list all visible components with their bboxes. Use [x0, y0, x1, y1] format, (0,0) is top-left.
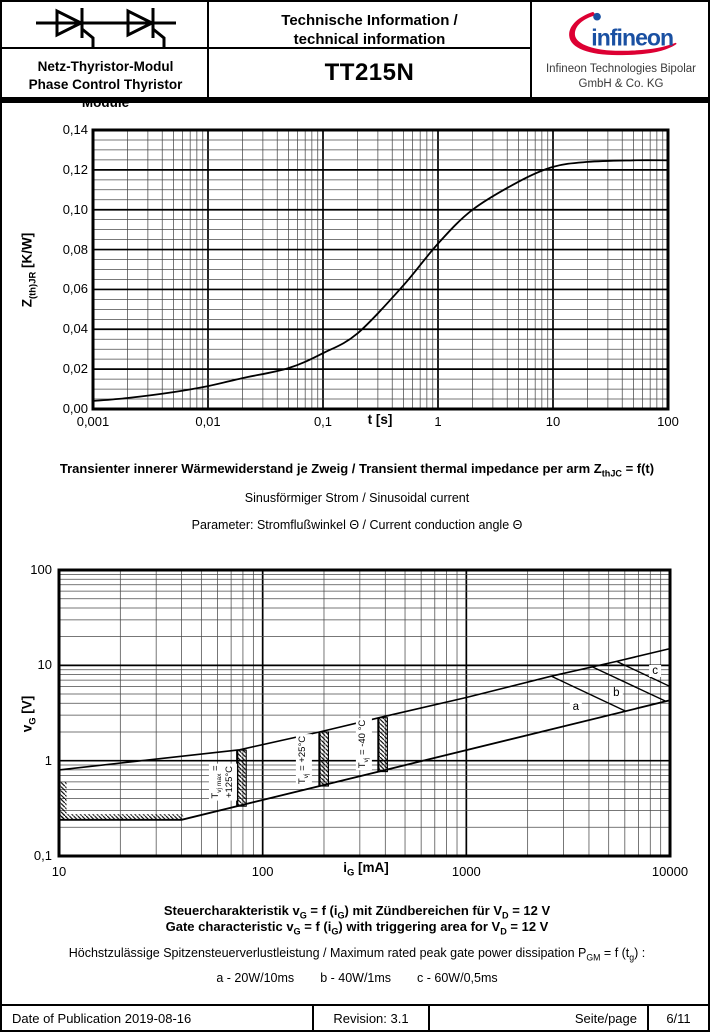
chart1-y-tick-label: 0,02 — [62, 361, 88, 377]
temperature-label: $T_{vj max}$ = +125°C — [210, 765, 236, 799]
legend-item: c - 60W/0,5ms — [417, 971, 498, 985]
chart1-y-tick-label: 0,10 — [62, 201, 88, 217]
temperature-label: $T_{vj} = -40$ °C — [356, 718, 372, 770]
chart2-y-axis-title: $v_G$ [V] — [19, 695, 39, 733]
legend-item: b - 40W/1ms — [320, 971, 392, 985]
chart2-caption-en: Gate characteristic $v_G = f$ $(i_G)$ with triggering area for $V_D = 12$ V — [165, 919, 549, 937]
legend-item: a - 20W/10ms — [216, 971, 295, 985]
footer-rule — [2, 1004, 708, 1006]
module-name-de: Netz-Thyristor-Modul — [37, 59, 174, 74]
chart2-x-tick-label: 10 — [51, 864, 67, 879]
logo-dot — [593, 13, 601, 21]
chart2-y-tick-label: 0,1 — [33, 848, 52, 863]
company-name: Infineon Technologies Bipolar GmbH & Co. KG — [545, 63, 697, 90]
chart2-x-axis-title: $i_G$ [mA] — [343, 860, 389, 879]
chart1-y-tick-label: 0,12 — [62, 161, 88, 177]
chart1-x-tick-label: 100 — [657, 414, 679, 429]
revision: Revision: 3.1 — [333, 1011, 409, 1026]
chart1-y-tick-label: 0,06 — [62, 281, 88, 297]
chart2-y-tick-label: 10 — [37, 657, 52, 673]
logo-wordmark: infineon — [591, 24, 674, 51]
chart2-caption-de: Steuercharakteristik $v_G = f$ $(i_G)$ mit Zündbereichen für $V_D = 12$ V — [163, 903, 551, 921]
chart1-y-tick-label: 0,14 — [62, 122, 88, 137]
chart2-y-tick-label: 100 — [30, 562, 52, 577]
chart1-x-tick-label: 1 — [434, 414, 442, 429]
min-gate-current-bar — [378, 718, 387, 772]
thermal-impedance-chart — [2, 112, 710, 422]
footer-divider-2 — [428, 1006, 430, 1030]
chart1-y-tick-label: 0,00 — [62, 401, 88, 416]
chart1-x-tick-label: 0,1 — [313, 414, 333, 429]
chart1-x-axis-title: t [s] — [367, 412, 393, 427]
chart1-grid — [93, 130, 668, 409]
page-number: 6/11 — [666, 1011, 691, 1026]
chart1-subcaption-1: Sinusförmiger Strom / Sinusoidal current — [244, 491, 470, 505]
page-label: Seite/page — [574, 1011, 637, 1026]
thyristor-symbols — [30, 4, 182, 50]
part-number: TT215N — [324, 59, 415, 86]
chart1-subcaption-2: Parameter: Stromflußwinkel Θ / Current conduction angle Θ — [191, 518, 523, 532]
gate-power-note: Höchstzulässige Spitzensteuerverlustleistung / Maximum rated peak gate power dissipation $P_{GM} = f$ $(t_g)$ : — [68, 946, 646, 963]
thermal-impedance-curve — [93, 160, 668, 401]
power-line-label-a: a — [570, 701, 582, 713]
chart1-x-tick-label: 10 — [545, 414, 561, 429]
chart2-x-tick-label: 10000 — [651, 864, 689, 879]
chart1-caption: Transienter innerer Wärmewiderstand je Zweig / Transient thermal impedance per arm $Z_{thJC} = f(t)$ — [59, 461, 655, 479]
chart1-y-tick-label: 0,08 — [62, 241, 88, 257]
chart1-x-tick-label: 0,01 — [195, 414, 221, 429]
chart1-y-tick-label: 0,04 — [62, 321, 88, 337]
infineon-logo — [564, 10, 680, 58]
gate-power-legend — [2, 971, 710, 985]
publication-date: Date of Publication 2019-08-16 — [12, 1011, 192, 1026]
chart2-y-tick-label: 1 — [44, 752, 52, 768]
chart1-x-tick-label: 0,001 — [76, 414, 110, 429]
power-line-label-c: c — [649, 665, 661, 677]
temperature-label: $T_{vj} = +25^\circ C$ — [296, 734, 312, 786]
header-divider-2 — [530, 2, 532, 97]
module-name-en: Phase Control Thyristor Module — [28, 77, 183, 110]
document-title: Technische Information / technical information — [281, 12, 458, 48]
chart2-x-tick-label: 1000 — [451, 864, 481, 879]
module-name — [4, 58, 207, 112]
gate-characteristic-chart — [2, 547, 710, 867]
min-gate-current-bar — [319, 732, 328, 786]
chart2-x-tick-label: 100 — [251, 864, 274, 879]
power-line-label-b: b — [610, 687, 622, 699]
chart1-y-axis-title: $Z_{(th)JR}$ [K/W] — [19, 232, 39, 308]
trigger-area-left-hatch — [61, 782, 67, 820]
min-gate-current-bar — [237, 750, 246, 806]
